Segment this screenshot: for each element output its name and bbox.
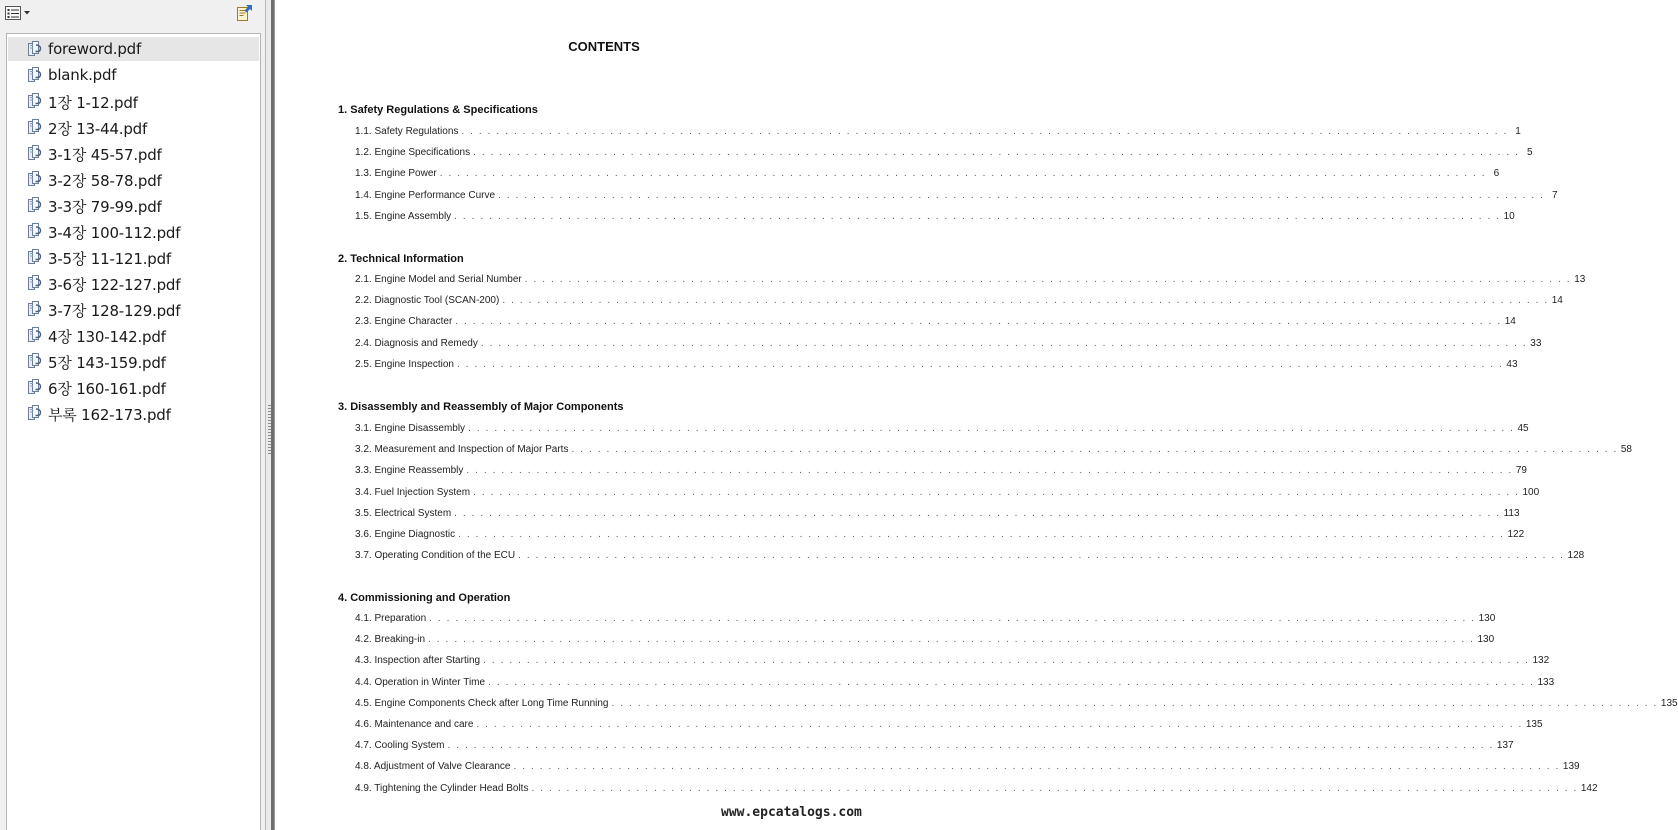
toc-leader-dots: . . . . . . . . . . . . . . . . . . . . . . . . . . . . . . . . . . . . . . . . . . . . . . . . . . . . . . . . . . . . . . . . . . . . . . . . . . . . . . . . . . . . . . . . . . . . . . . . . . . . . . . . . . . . . . . . . . . . . . . .: [455, 316, 1502, 328]
toc-leader-dots: . . . . . . . . . . . . . . . . . . . . . . . . . . . . . . . . . . . . . . . . . . . . . . . . . . . . . . . . . . . . . . . . . . . . . . . . . . . . . . . . . . . . . . . . . . . . . . . . . . . . . . . . . . . . . . . . . . . . . . . .: [483, 655, 1530, 667]
toc-page-number: 1: [1515, 126, 1521, 137]
toc-entry-label: 4.8. Adjustment of Valve Clearance: [355, 761, 511, 773]
file-name: blank.pdf: [48, 66, 117, 84]
file-item[interactable]: [8, 219, 259, 243]
toc-entry[interactable]: [355, 529, 1525, 543]
toc-entry-label: 3.1. Engine Disassembly: [355, 423, 466, 434]
toc-page-number: 33: [1530, 337, 1542, 349]
toc-page-number: 142: [1580, 782, 1598, 794]
file-item[interactable]: [8, 115, 259, 139]
toc-page-number: 139: [1562, 761, 1580, 773]
toc-entry[interactable]: [355, 423, 1529, 437]
toc-entry[interactable]: [355, 761, 1580, 775]
toc-entry-label: 4.4. Operation in Winter Time: [355, 676, 486, 688]
options-menu-button[interactable]: [4, 6, 32, 24]
toc-entry[interactable]: [355, 168, 1500, 182]
toc-entry[interactable]: [355, 486, 1540, 501]
toc-leader-dots: . . . . . . . . . . . . . . . . . . . . . . . . . . . . . . . . . . . . . . . . . . . . . . . . . . . . . . . . . . . . . . . . . . . . . . . . . . . . . . . . . . . . . . . . . . . . . . . . . . . . . . . . . . . . . . . . . . . . . . . .: [473, 486, 1520, 498]
toc-entry-label: 4.5. Engine Components Check after Long Time Running: [355, 697, 609, 709]
pdf-attachment-icon: [25, 91, 43, 109]
toc-entry-label: 3.3. Engine Reassembly: [355, 465, 464, 477]
toc-entry-label: 4.2. Breaking-in: [355, 634, 426, 646]
pdf-attachment-icon: [25, 65, 43, 83]
pdf-attachment-icon: [25, 273, 43, 291]
section-heading: 2. Technical Information: [338, 253, 464, 265]
page-title: CONTENTS: [568, 39, 640, 54]
file-list: [6, 33, 261, 830]
toc-entry[interactable]: [355, 189, 1558, 204]
file-name: 3-6장 122-127.pdf: [48, 276, 181, 294]
file-item[interactable]: [8, 349, 259, 373]
toc-page-number: 122: [1507, 529, 1525, 540]
pdf-attachment-icon: [25, 169, 43, 187]
toc-page-number: 13: [1574, 274, 1586, 285]
toc-leader-dots: . . . . . . . . . . . . . . . . . . . . . . . . . . . . . . . . . . . . . . . . . . . . . . . . . . . . . . . . . . . . . . . . . . . . . . . . . . . . . . . . . . . . . . . . . . . . . . . . . . . . . . . . . . . . . . . . . . . . . . . .: [518, 550, 1565, 562]
toc-entry-label: 2.3. Engine Character: [355, 316, 453, 328]
toc-entry-label: 4.6. Maintenance and care: [355, 719, 474, 730]
section-heading: 3. Disassembly and Reassembly of Major Components: [338, 401, 624, 413]
toc-page-number: 132: [1532, 655, 1550, 667]
file-name: 부록 162-173.pdf: [48, 406, 171, 424]
section-heading: 1. Safety Regulations & Specifications: [338, 104, 538, 116]
toc-page-number: 130: [1477, 634, 1495, 646]
pdf-attachment-icon: [25, 247, 43, 265]
pdf-attachment-icon: [25, 39, 43, 57]
file-item[interactable]: [8, 193, 259, 217]
file-name: 5장 143-159.pdf: [48, 354, 166, 372]
toc-page-number: 10: [1503, 210, 1515, 222]
toc-leader-dots: . . . . . . . . . . . . . . . . . . . . . . . . . . . . . . . . . . . . . . . . . . . . . . . . . . . . . . . . . . . . . . . . . . . . . . . . . . . . . . . . . . . . . . . . . . . . . . . . . . . . . . . . . . . . . . . . . . . . . . . .: [456, 358, 1504, 370]
toc-leader-dots: . . . . . . . . . . . . . . . . . . . . . . . . . . . . . . . . . . . . . . . . . . . . . . . . . . . . . . . . . . . . . . . . . . . . . . . . . . . . . . . . . . . . . . . . . . . . . . . . . . . . . . . . . . . . . . . . . . . . . . . .: [571, 444, 1618, 456]
export-icon: [235, 4, 253, 27]
toc-page-number: 113: [1503, 507, 1520, 519]
toc-leader-dots: . . . . . . . . . . . . . . . . . . . . . . . . . . . . . . . . . . . . . . . . . . . . . . . . . . . . . . . . . . . . . . . . . . . . . . . . . . . . . . . . . . . . . . . . . . . . . . . . . . . . . . . . . . . . . . . . . . . . . . . .: [468, 423, 1515, 434]
toc-entry[interactable]: [355, 295, 1563, 309]
splitter-edge: [271, 0, 274, 830]
toc-leader-dots: . . . . . . . . . . . . . . . . . . . . . . . . . . . . . . . . . . . . . . . . . . . . . . . . . . . . . . . . . . . . . . . . . . . . . . . . . . . . . . . . . . . . . . . . . . . . . . . . . . . . . . . . . . . . . . . . . . . . . . . .: [480, 337, 1528, 349]
pdf-attachment-icon: [25, 299, 43, 317]
toc-entry[interactable]: [355, 634, 1495, 648]
file-item[interactable]: [8, 271, 259, 295]
toc-page-number: 130: [1478, 613, 1496, 624]
toc-leader-dots: . . . . . . . . . . . . . . . . . . . . . . . . . . . . . . . . . . . . . . . . . . . . . . . . . . . . . . . . . . . . . . . . . . . . . . . . . . . . . . . . . . . . . . . . . . . . . . . . . . . . . . . . . . . . . . . . . . . . . . . .: [428, 634, 1475, 646]
toc-entry[interactable]: [355, 655, 1550, 669]
toc-leader-dots: . . . . . . . . . . . . . . . . . . . . . . . . . . . . . . . . . . . . . . . . . . . . . . . . . . . . . . . . . . . . . . . . . . . . . . . . . . . . . . . . . . . . . . . . . . . . . . . . . . . . . . . . . . . . . . . . . . . . . . . .: [439, 168, 1487, 180]
toc-entry-label: 2.4. Diagnosis and Remedy: [355, 337, 478, 349]
toc-page-number: 135: [1525, 719, 1543, 730]
toc-entry-label: 1.3. Engine Power: [355, 168, 437, 180]
toc-leader-dots: . . . . . . . . . . . . . . . . . . . . . . . . . . . . . . . . . . . . . . . . . . . . . . . . . . . . . . . . . . . . . . . . . . . . . . . . . . . . . . . . . . . . . . . . . . . . . . . . . . . . . . . . . . . . . . . . . . . . . . . .: [524, 274, 1572, 285]
toc-leader-dots: . . . . . . . . . . . . . . . . . . . . . . . . . . . . . . . . . . . . . . . . . . . . . . . . . . . . . . . . . . . . . . . . . . . . . . . . . . . . . . . . . . . . . . . . . . . . . . . . . . . . . . . . . . . . . . . . . . . . . . . .: [447, 740, 1494, 752]
pdf-attachment-icon: [25, 403, 43, 421]
file-item[interactable]: [8, 297, 259, 321]
file-item[interactable]: [8, 89, 259, 113]
panel-splitter[interactable]: [266, 0, 275, 830]
attachments-panel: [0, 0, 266, 830]
toc-entry[interactable]: [355, 782, 1598, 797]
toc-leader-dots: . . . . . . . . . . . . . . . . . . . . . . . . . . . . . . . . . . . . . . . . . . . . . . . . . . . . . . . . . . . . . . . . . . . . . . . . . . . . . . . . . . . . . . . . . . . . . . . . . . . . . . . . . . . . . . . . . . . . . . . .: [454, 507, 1501, 519]
toc-entry-label: 3.6. Engine Diagnostic: [355, 529, 456, 540]
panel-toolbar: [0, 0, 266, 30]
list-options-icon: [4, 5, 32, 26]
export-button[interactable]: [235, 6, 255, 24]
toc-entry-label: 3.4. Fuel Injection System: [355, 486, 471, 498]
file-name: 2장 13-44.pdf: [48, 120, 148, 138]
document-page: [275, 0, 1678, 830]
file-item[interactable]: [8, 323, 259, 347]
toc-page-number: 128: [1567, 550, 1585, 562]
toc-entry[interactable]: [355, 358, 1518, 373]
toc-leader-dots: . . . . . . . . . . . . . . . . . . . . . . . . . . . . . . . . . . . . . . . . . . . . . . . . . . . . . . . . . . . . . . . . . . . . . . . . . . . . . . . . . . . . . . . . . . . . . . . . . . . . . . . . . . . . . . . . . . . . . . . .: [458, 529, 1505, 540]
pdf-attachment-icon: [25, 377, 43, 395]
file-name: 6장 160-161.pdf: [48, 380, 166, 398]
file-name: 3-2장 58-78.pdf: [48, 172, 162, 190]
file-item[interactable]: [8, 167, 259, 191]
toc-entry-label: 4.1. Preparation: [355, 613, 427, 624]
file-item[interactable]: [8, 375, 259, 399]
file-name: 4장 130-142.pdf: [48, 328, 166, 346]
toc-entry-label: 3.5. Electrical System: [355, 507, 452, 519]
toc-page-number: 133: [1537, 676, 1555, 688]
toc-entry-label: 4.3. Inspection after Starting: [355, 655, 481, 667]
toc-entry[interactable]: [355, 210, 1515, 225]
toc-entry[interactable]: [355, 676, 1555, 691]
pdf-attachment-icon: [25, 325, 43, 343]
toc-leader-dots: . . . . . . . . . . . . . . . . . . . . . . . . . . . . . . . . . . . . . . . . . . . . . . . . . . . . . . . . . . . . . . . . . . . . . . . . . . . . . . . . . . . . . . . . . . . . . . . . . . . . . . . . . . . . . . . . . . . . . . . .: [473, 147, 1520, 159]
toc-leader-dots: . . . . . . . . . . . . . . . . . . . . . . . . . . . . . . . . . . . . . . . . . . . . . . . . . . . . . . . . . . . . . . . . . . . . . . . . . . . . . . . . . . . . . . . . . . . . . . . . . . . . . . . . . . . . . . . . . . . . . . . .: [429, 613, 1476, 624]
pdf-attachment-icon: [25, 117, 43, 135]
toc-entry[interactable]: [355, 719, 1543, 733]
file-name: 3-5장 11-121.pdf: [48, 250, 171, 268]
toc-leader-dots: . . . . . . . . . . . . . . . . . . . . . . . . . . . . . . . . . . . . . . . . . . . . . . . . . . . . . . . . . . . . . . . . . . . . . . . . . . . . . . . . . . . . . . . . . . . . . . . . . . . . . . . . . . . . . . . . . . . . . . . .: [488, 676, 1535, 688]
toc-entry-label: 3.7. Operating Condition of the ECU: [355, 550, 516, 562]
toc-page-number: 43: [1506, 358, 1518, 370]
toc-page-number: 100: [1522, 486, 1540, 498]
toc-entry-label: 1.4. Engine Performance Curve: [355, 189, 496, 201]
toc-leader-dots: . . . . . . . . . . . . . . . . . . . . . . . . . . . . . . . . . . . . . . . . . . . . . . . . . . . . . . . . . . . . . . . . . . . . . . . . . . . . . . . . . . . . . . . . . . . . . . . . . . . . . . . . . . . . . . . . . . . . . . . .: [476, 719, 1523, 730]
toc-entry-label: 1.2. Engine Specifications: [355, 147, 471, 159]
file-name: 3-1장 45-57.pdf: [48, 146, 162, 164]
toc-leader-dots: . . . . . . . . . . . . . . . . . . . . . . . . . . . . . . . . . . . . . . . . . . . . . . . . . . . . . . . . . . . . . . . . . . . . . . . . . . . . . . . . . . . . . . . . . . . . . . . . . . . . . . . . . . . . . . . . . . . . . . . .: [466, 465, 1513, 477]
toc-entry-label: 2.1. Engine Model and Serial Number: [355, 274, 522, 285]
toc-page-number: 79: [1515, 465, 1527, 477]
toc-page-number: 5: [1526, 147, 1533, 159]
toc-entry-label: 4.9. Tightening the Cylinder Head Bolts: [355, 782, 529, 794]
toc-entry[interactable]: [355, 444, 1632, 458]
toc-leader-dots: . . . . . . . . . . . . . . . . . . . . . . . . . . . . . . . . . . . . . . . . . . . . . . . . . . . . . . . . . . . . . . . . . . . . . . . . . . . . . . . . . . . . . . . . . . . . . . . . . . . . . . . . . . . . . . . . . . . . . . . .: [454, 210, 1501, 222]
toc-entry-label: 1.1. Safety Regulations: [355, 126, 459, 137]
toc-leader-dots: . . . . . . . . . . . . . . . . . . . . . . . . . . . . . . . . . . . . . . . . . . . . . . . . . . . . . . . . . . . . . . . . . . . . . . . . . . . . . . . . . . . . . . . . . . . . . . . . . . . . . . . . . . . . . . . . . . . . . . . .: [498, 189, 1545, 201]
file-item[interactable]: [8, 63, 259, 87]
toc-entry[interactable]: [355, 147, 1533, 161]
toc-leader-dots: . . . . . . . . . . . . . . . . . . . . . . . . . . . . . . . . . . . . . . . . . . . . . . . . . . . . . . . . . . . . . . . . . . . . . . . . . . . . . . . . . . . . . . . . . . . . . . . . . . . . . . . . . . . . . . . . . . . . . . . .: [502, 295, 1549, 307]
toc-leader-dots: . . . . . . . . . . . . . . . . . . . . . . . . . . . . . . . . . . . . . . . . . . . . . . . . . . . . . . . . . . . . . . . . . . . . . . . . . . . . . . . . . . . . . . . . . . . . . . . . . . . . . . . . . . . . . . . . . . . . . . . .: [611, 697, 1658, 709]
toc-entry[interactable]: [355, 274, 1586, 288]
pdf-attachment-icon: [25, 143, 43, 161]
toc-entry[interactable]: [355, 337, 1542, 352]
toc-page-number: 135: [1660, 697, 1678, 709]
toc-entry[interactable]: [355, 316, 1516, 330]
toc-leader-dots: . . . . . . . . . . . . . . . . . . . . . . . . . . . . . . . . . . . . . . . . . . . . . . . . . . . . . . . . . . . . . . . . . . . . . . . . . . . . . . . . . . . . . . . . . . . . . . . . . . . . . . . . . . . . . . . . . . . . . . . .: [513, 761, 1560, 773]
toc-entry-label: 1.5. Engine Assembly: [355, 210, 452, 222]
toc-entry[interactable]: [355, 613, 1496, 627]
file-item[interactable]: [8, 401, 259, 425]
file-name: 1장 1-12.pdf: [48, 94, 138, 112]
toc-page-number: 14: [1504, 316, 1516, 328]
toc-entry-label: 4.7. Cooling System: [355, 740, 445, 752]
toc-entry[interactable]: [355, 126, 1521, 140]
toc-page-number: 58: [1620, 444, 1632, 456]
toc-entry[interactable]: [355, 550, 1585, 564]
toc-page-number: 7: [1551, 189, 1558, 201]
toc-entry[interactable]: [355, 740, 1514, 754]
toc-page-number: 137: [1496, 740, 1514, 752]
toc-entry[interactable]: [355, 697, 1678, 712]
toc-entry[interactable]: [355, 507, 1520, 522]
file-name: 3-4장 100-112.pdf: [48, 224, 181, 242]
toc-leader-dots: . . . . . . . . . . . . . . . . . . . . . . . . . . . . . . . . . . . . . . . . . . . . . . . . . . . . . . . . . . . . . . . . . . . . . . . . . . . . . . . . . . . . . . . . . . . . . . . . . . . . . . . . . . . . . . . . . . . . . . . .: [461, 126, 1508, 137]
file-item[interactable]: [8, 37, 259, 61]
toc-page-number: 14: [1551, 295, 1563, 307]
file-name: foreword.pdf: [48, 40, 142, 58]
file-item[interactable]: [8, 141, 259, 165]
pdf-attachment-icon: [25, 195, 43, 213]
toc-leader-dots: . . . . . . . . . . . . . . . . . . . . . . . . . . . . . . . . . . . . . . . . . . . . . . . . . . . . . . . . . . . . . . . . . . . . . . . . . . . . . . . . . . . . . . . . . . . . . . . . . . . . . . . . . . . . . . . . . . . . . . . .: [531, 782, 1578, 794]
toc-entry-label: 2.2. Diagnostic Tool (SCAN-200): [355, 295, 500, 307]
toc-page-number: 6: [1493, 168, 1500, 180]
file-name: 3-3장 79-99.pdf: [48, 198, 162, 216]
toc-entry[interactable]: [355, 465, 1527, 479]
toc-page-number: 45: [1517, 423, 1529, 434]
pdf-attachment-icon: [25, 221, 43, 239]
toc-entry-label: 2.5. Engine Inspection: [355, 358, 454, 370]
watermark: www.epcatalogs.com: [721, 805, 862, 820]
toc-entry-label: 3.2. Measurement and Inspection of Major Parts: [355, 444, 569, 456]
file-item[interactable]: [8, 245, 259, 269]
pdf-attachment-icon: [25, 351, 43, 369]
file-name: 3-7장 128-129.pdf: [48, 302, 181, 320]
section-heading: 4. Commissioning and Operation: [338, 592, 511, 604]
